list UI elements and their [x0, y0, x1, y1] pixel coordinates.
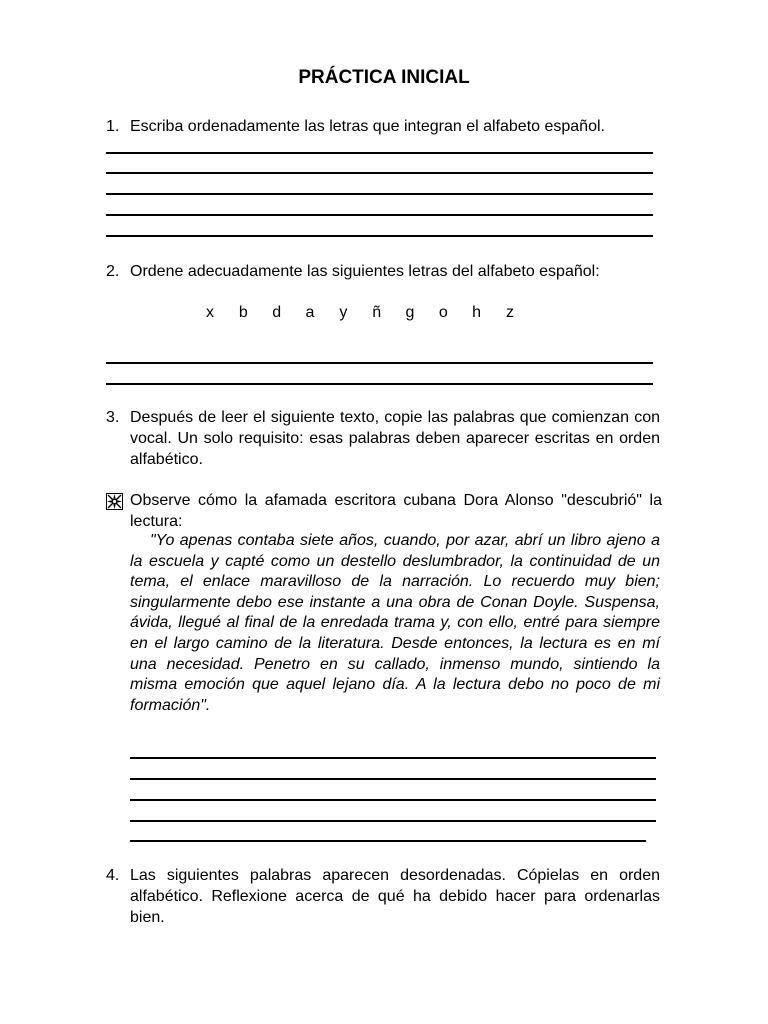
letter: x	[206, 304, 214, 321]
answer-line[interactable]	[106, 193, 653, 195]
star-ornament-icon	[106, 493, 123, 510]
question-text: Las siguientes palabras aparecen desordenadas. Cópielas en orden alfabético. Reflexione acerca de qué ha debido hacer para ordenarlas bien.	[130, 867, 660, 926]
letter: z	[505, 304, 514, 321]
letter: ñ	[372, 304, 382, 321]
page-title: PRÁCTICA INICIAL	[298, 67, 470, 88]
letter: d	[272, 304, 282, 321]
letter: y	[339, 304, 348, 321]
letter: h	[472, 304, 482, 321]
answer-line[interactable]	[106, 362, 653, 364]
answer-line[interactable]	[106, 235, 653, 237]
answer-line[interactable]	[130, 757, 656, 759]
question-2	[106, 261, 666, 283]
question-3	[106, 407, 660, 473]
answer-line[interactable]	[130, 778, 656, 780]
answer-line[interactable]	[106, 383, 653, 385]
answer-line[interactable]	[106, 214, 653, 216]
answer-line[interactable]	[106, 152, 653, 154]
question-1	[106, 116, 666, 138]
letter: g	[405, 304, 415, 321]
answer-line[interactable]	[130, 840, 646, 842]
question-text: Después de leer el siguiente texto, copie las palabras que comienzan con vocal. Un solo requisito: esas palabras deben aparecer escritas en orden alfabético.	[130, 409, 660, 468]
scrambled-letters	[200, 304, 520, 322]
answer-line[interactable]	[130, 820, 656, 822]
letter: a	[305, 304, 315, 321]
observe-section	[106, 490, 662, 532]
letter: o	[438, 304, 448, 321]
question-4	[106, 865, 660, 931]
answer-line[interactable]	[106, 172, 653, 174]
observe-lead: Observe cómo la afamada escritora cubana Dora Alonso "descubrió" la lectura:	[130, 492, 662, 530]
letter: b	[238, 304, 248, 321]
question-text: Escriba ordenadamente las letras que integran el alfabeto español.	[130, 118, 605, 135]
question-number: 2.	[106, 263, 120, 280]
question-text: Ordene adecuadamente las siguientes letras del alfabeto español:	[130, 263, 600, 280]
question-number: 4.	[106, 867, 120, 884]
quote-text: "Yo apenas contaba siete años, cuando, por azar, abrí un libro ajeno a la escuela y capté como un destello deslumbrador, la continuidad de un tema, el enlace maravilloso de la narración. Lo recuerdo muy bien; singularmente debo ese instante a una obra de Conan Doyle. Suspensa, ávida, llegué al final de la enredada trama y, con ello, entré para siempre en el largo camino de la literatura. Desde entonces, la lectura es en mí una necesidad. Penetro en su callado, inmenso mundo, sintiendo la misma emoción que aquel lejano día. A la lectura debo no poco de mi formación".	[130, 532, 660, 714]
question-number: 1.	[106, 118, 120, 135]
answer-line[interactable]	[130, 799, 656, 801]
question-number: 3.	[106, 409, 120, 426]
